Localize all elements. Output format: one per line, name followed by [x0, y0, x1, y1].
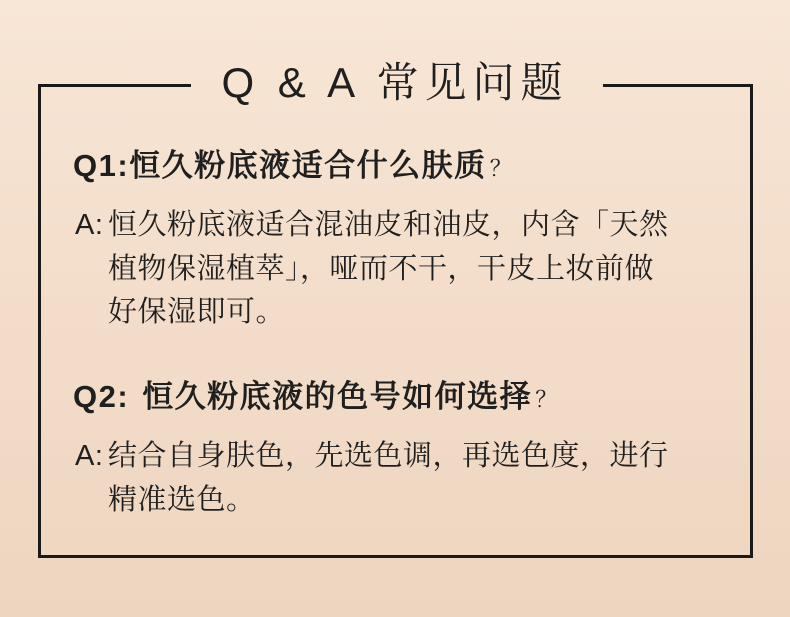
question-2-mark: ？ [535, 387, 559, 412]
answer-2-line-2: 精准选色。 [108, 483, 256, 516]
answer-1-line-3: 好保湿即可。 [108, 296, 286, 328]
question-1-text: 恒久粉底液适合什么肤质 [129, 148, 487, 183]
question-2-label: Q2: [73, 379, 130, 414]
answer-1-line-2: 植物保湿植萃」，哑而不干，干皮上妆前做 [108, 252, 655, 285]
answer-2-label: A: [75, 440, 104, 472]
answer-2-lines [108, 435, 669, 522]
question-2-heading [73, 377, 559, 420]
answer-1-label: A: [75, 209, 104, 241]
answer-2 [75, 435, 669, 522]
page-title: Q & A 常见问题 [221, 59, 569, 106]
answer-1 [75, 204, 669, 335]
question-1-mark: ？ [489, 156, 514, 181]
answer-2-line-1: 结合自身肤色，先选色调，再选色度，进行 [108, 440, 669, 472]
question-1-label: Q1: [73, 148, 130, 183]
answer-1-lines [108, 204, 669, 335]
question-2-text: 恒久粉底液的色号如何选择 [142, 379, 533, 414]
question-1-heading [73, 146, 513, 189]
answer-1-line-1: 恒久粉底液适合混油皮和油皮，内含「天然 [108, 209, 669, 241]
